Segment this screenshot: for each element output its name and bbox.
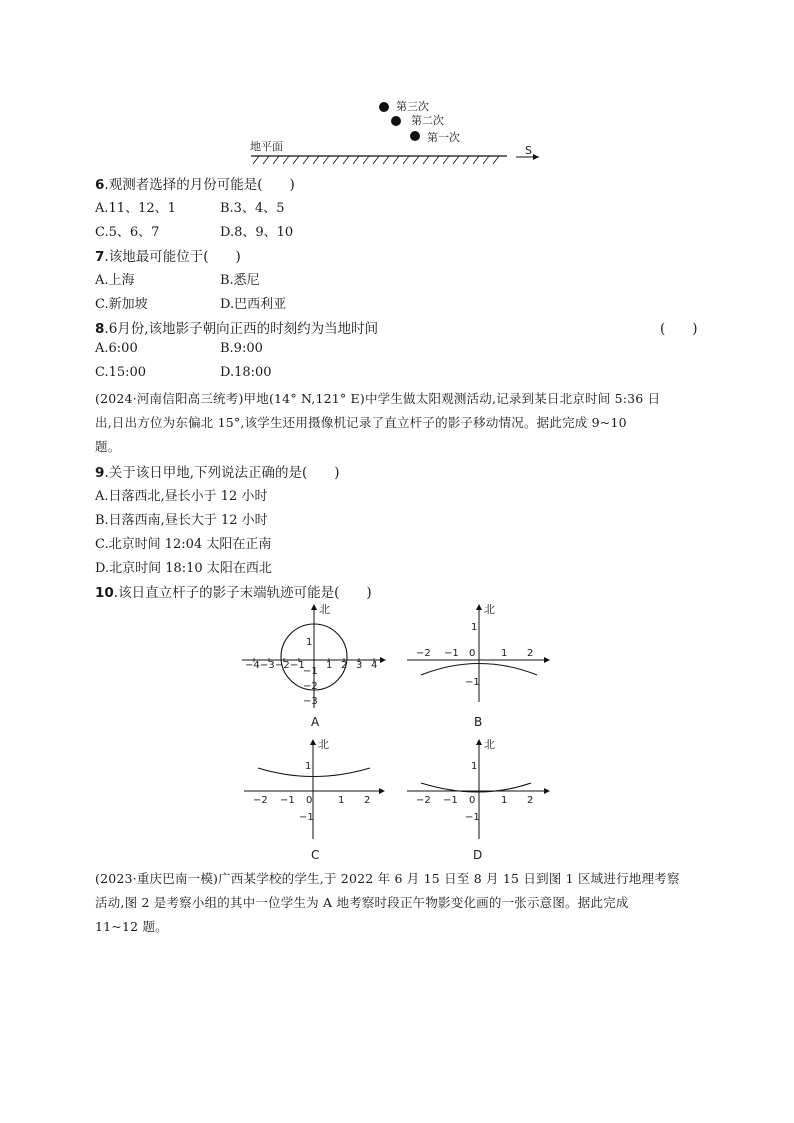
y-axis-arrow <box>476 604 482 610</box>
panel-label-d: D <box>473 848 483 862</box>
x-tick-label: 0 <box>469 795 476 806</box>
x-tick-label: 1 <box>338 795 345 806</box>
answer-paren-8: ( ) <box>660 321 698 337</box>
y-tick-label: −1 <box>303 666 318 677</box>
intro-9-10-line2: 出,日出方位为东偏北 15°,该学生还用摄像机记录了直立杆子的影子移动情况。据此完成 9~10 <box>95 415 627 430</box>
question-number: 10 <box>95 585 114 601</box>
question-number: 7 <box>95 249 105 265</box>
x-axis-arrow <box>380 657 386 663</box>
y-tick-label: 1 <box>471 761 478 772</box>
sun-label-3: 第三次 <box>396 100 429 113</box>
y-tick-label: −2 <box>303 681 318 692</box>
option-9a: A.日落西北,昼长小于 12 小时 <box>95 489 268 504</box>
panel-label-a: A <box>311 715 320 729</box>
question-number: 9 <box>95 465 105 481</box>
option-8d: D.18:00 <box>220 365 272 380</box>
x-tick-label: 1 <box>326 660 333 671</box>
y-tick-label: 1 <box>306 637 313 648</box>
x-axis-arrow <box>544 657 550 663</box>
question-text: .6月份,该地影子朝向正西的时刻约为当地时间 <box>104 321 379 337</box>
intro-9-10-line3: 题。 <box>95 439 121 454</box>
option-6d: D.8、9、10 <box>220 225 294 240</box>
x-tick-label: −2 <box>275 660 290 671</box>
question-9 <box>95 461 340 481</box>
y-axis-arrow <box>311 604 317 610</box>
sun-position-figure <box>245 95 545 170</box>
option-8c: C.15:00 <box>95 365 147 380</box>
option-6b: B.3、4、5 <box>220 201 285 216</box>
option-9c: C.北京时间 12:04 太阳在正南 <box>95 537 272 552</box>
x-tick-label: 0 <box>306 795 313 806</box>
question-8 <box>95 317 378 337</box>
north-label: 北 <box>484 603 495 616</box>
x-tick-label: 4 <box>371 660 378 671</box>
question-text: .关于该日甲地,下列说法正确的是( ) <box>104 465 340 481</box>
y-axis-arrow <box>476 739 482 745</box>
shadow-panel-a <box>240 600 390 710</box>
question-number: 6 <box>95 177 105 193</box>
intro-11-12-line2: 活动,图 2 是考察小组的其中一位学生为 A 地考察时段正午物影变化画的一张示意图。据此完成 <box>95 895 629 910</box>
question-text: .该日直立杆子的影子末端轨迹可能是( ) <box>113 585 372 601</box>
north-label: 北 <box>319 603 330 616</box>
shadow-panel-c <box>240 735 390 845</box>
shadow-panel-b <box>405 600 555 710</box>
y-tick-label: −1 <box>465 812 480 823</box>
x-tick-label: 1 <box>501 648 508 659</box>
option-7d: D.巴西利亚 <box>220 297 287 312</box>
shadow-track-curve <box>258 768 370 777</box>
x-tick-label: 2 <box>527 795 534 806</box>
panel-label-b: B <box>474 715 483 729</box>
sun-point-2 <box>391 116 401 126</box>
question-text: .该地最可能位于( ) <box>104 249 241 265</box>
sun-point-3 <box>379 102 389 112</box>
x-tick-label: −4 <box>245 660 260 671</box>
sun-label-2: 第二次 <box>411 114 444 127</box>
x-tick-label: −1 <box>444 648 459 659</box>
option-9b: B.日落西南,昼长大于 12 小时 <box>95 513 268 528</box>
x-tick-label: 2 <box>364 795 371 806</box>
option-6c: C.5、6、7 <box>95 225 160 240</box>
question-6 <box>95 173 295 193</box>
sun-point-1 <box>410 131 420 141</box>
x-tick-label: −2 <box>253 795 268 806</box>
north-label: 北 <box>484 738 495 751</box>
option-8a: A.6:00 <box>95 341 138 356</box>
x-tick-label: −1 <box>443 795 458 806</box>
option-9d: D.北京时间 18:10 太阳在西北 <box>95 561 272 576</box>
x-axis-arrow <box>379 788 385 794</box>
x-tick-label: −3 <box>260 660 275 671</box>
option-7a: A.上海 <box>95 273 135 288</box>
x-axis-arrow <box>544 788 550 794</box>
intro-9-10-line1: (2024·河南信阳高三统考)甲地(14° N,121° E)中学生做太阳观测活动,记录到某日北京时间 5:36 日 <box>95 391 661 406</box>
y-tick-label: −1 <box>465 677 480 688</box>
question-text: .观测者选择的月份可能是( ) <box>104 177 295 193</box>
direction-label: S <box>525 144 532 157</box>
x-tick-label: 0 <box>469 648 476 659</box>
option-7b: B.悉尼 <box>220 273 260 288</box>
direction-arrow-head <box>533 154 539 160</box>
intro-11-12-line1: (2023·重庆巴南一模)广西某学校的学生,于 2022 年 6 月 15 日至 8 月 15 日到图 1 区域进行地理考察 <box>95 871 680 886</box>
option-8b: B.9:00 <box>220 341 263 356</box>
intro-11-12-line3: 11~12 题。 <box>95 919 168 934</box>
y-tick-label: −1 <box>299 812 314 823</box>
x-tick-label: −1 <box>280 795 295 806</box>
y-tick-label: 1 <box>305 761 312 772</box>
sun-label-1: 第一次 <box>427 131 460 144</box>
y-axis-arrow <box>310 739 316 745</box>
option-6a: A.11、12、1 <box>95 201 176 216</box>
x-tick-label: 2 <box>341 660 348 671</box>
x-tick-label: −2 <box>416 795 431 806</box>
x-tick-label: 3 <box>356 660 363 671</box>
x-tick-label: −2 <box>416 648 431 659</box>
question-10 <box>95 581 372 601</box>
option-7c: C.新加坡 <box>95 297 148 312</box>
y-tick-label: −3 <box>303 696 318 707</box>
x-tick-label: 2 <box>527 648 534 659</box>
x-tick-label: 1 <box>501 795 508 806</box>
question-7 <box>95 245 241 265</box>
question-number: 8 <box>95 321 105 337</box>
x-tick-label: −1 <box>290 660 305 671</box>
panel-label-c: C <box>311 848 320 862</box>
ground-label: 地平面 <box>250 140 283 153</box>
ground-hatching <box>253 156 499 164</box>
y-tick-label: 1 <box>471 622 478 633</box>
north-label: 北 <box>318 738 329 751</box>
shadow-panel-d <box>405 735 555 845</box>
